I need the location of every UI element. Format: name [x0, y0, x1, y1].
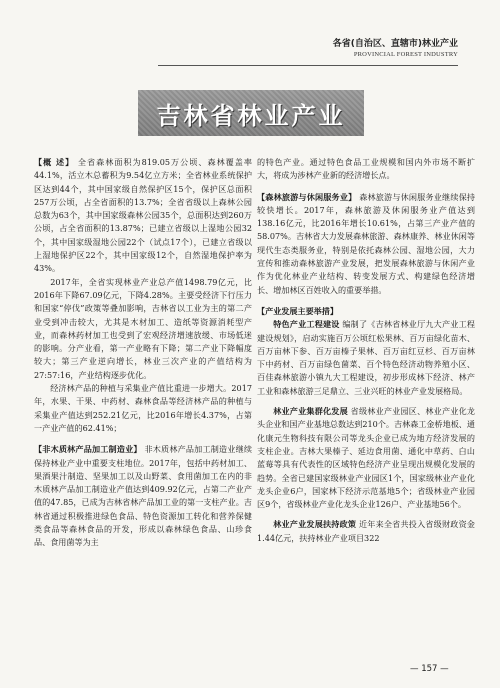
overview-label: 【概 述】	[34, 157, 75, 167]
article-title: 吉林省林业产业	[156, 101, 346, 130]
nonwood-paragraph	[34, 443, 252, 549]
poverty-text: 近年来全省共投入省级财政资金1.44亿元，扶持林业产业项目322	[257, 519, 475, 543]
cluster-subheading: 林业产业集群化发展	[273, 406, 348, 417]
project-text: 编制了《吉林省林业厅九大产业工程建设规划》，启动实施百万公顷红松果林、百万亩绿化苗木、百万亩林下参、百万亩榛子果林、百万亩红豆杉、百万亩林下中药材、百万亩绿色菌菜、百个特色经济动物养殖小区、百佳森林旅游小镇九大工程建设，初步形成林下经济、林产工业和森林旅游三足鼎立、三业兴旺的林业产业发展格局。	[257, 319, 475, 396]
measures-heading	[257, 305, 475, 318]
left-column	[34, 156, 252, 550]
project-subheading: 特色产业工程建设	[273, 319, 340, 330]
nonwood-label: 【非木质林产品加工制造业】	[34, 444, 142, 455]
economic-forest-paragraph: 经济林产品的种植与采集业产值比重进一步增大。2017年，水果、干果、中药材、森林食品等经济林产品的种植与采集业产值达到252.21亿元，比2016年增长4.37%，占第一产业产值的62.41%；	[34, 383, 252, 433]
header-section-subtitle: PROVINCIAL FOREST INDUSTRY	[353, 51, 458, 58]
page-number: — 157 —	[410, 664, 449, 674]
poverty-subheading: 林业产业发展扶持政策	[273, 519, 357, 530]
tourism-text: 森林旅游与休闲服务业继续保持较快增长。2017年，森林旅游及休闲服务业产值达到138.16亿元，比2016年增长10.61%，占第三产业产值的58.07%。吉林省大力发展森林旅游、森林康养、林业休闲等现代生态类服务业，特别是依托森林公园、湿地公园，大力宣传和推动森林旅游产业发展，把发展森林旅游与休闲产业作为优化林业产业结构、转变发展方式、构建绿色经济增长、增加林区百姓收入的重要举措。	[257, 191, 475, 295]
measures-label: 【产业发展主要举措】	[257, 305, 338, 316]
carry-over-paragraph: 的特色产业。通过特色食品工业规模和国内外市场不断扩大，将成为涉林产业新的经济增长点。	[257, 157, 475, 181]
cluster-text: 省级林业产业园区、林业产业化龙头企业和国产业基地总数达到210个。吉林森工金桥地板、通化康元生物科技有限公司等龙头企业已成为地方经济发展的支柱企业。吉林大果榛子、延边食用菌、通化中草药、白山蓝莓等具有代表性的区域特色经济产业呈现出规模化发展的趋势。全省已建国家级林业产业园区1个，国家级林业产业化龙头企业6户，国家林下经济示范基地5个；省级林业产业园区9个，省级林业产业化龙头企业126户、产业基地56个。	[257, 406, 475, 510]
header-rule	[158, 65, 458, 66]
article-title-banner	[138, 90, 364, 136]
tourism-label: 【森林旅游与休闲服务业】	[257, 191, 357, 202]
poverty-paragraph	[257, 518, 475, 545]
overview-text: 全省森林面积为819.05万公顷、森林覆盖率44.1%，活立木总蓄积为9.54亿立方米；全省林业系统保护区达到44个，其中国家级自然保护区15个，保护区总面积257万公顷，占全省面积的13.7%；全省省级以上森林公园总数为63个，其中国家级森林公园35个，总面积达到260万公顷，占全省面积的13.87%；已建立省级以上湿地公园32个，其中国家级湿地公园22个（试点17个），已建立省级以上湿地保护区22个，其中国家级12个，自然湿地保护率为43%。	[34, 157, 252, 274]
right-column	[257, 156, 475, 545]
overview-paragraph	[34, 156, 252, 276]
cluster-paragraph	[257, 405, 475, 511]
tourism-paragraph	[257, 191, 475, 297]
header-section-title: 各省(自治区、直辖市)林业产业	[332, 39, 458, 49]
production-paragraph: 2017年，全省实现林业产业总产值1498.79亿元，比2016年下降67.09亿元，下降4.28%。主要受经济下行压力和国家“停伐”政策等叠加影响，吉林省以工业为主的第二产业受到冲击较大，尤其是木材加工、造纸等资源消耗型产业，而森林药材加工也受到了宏观经济增速放缓、市场低迷的影响。分产业看，第一产业略有下降；第二产业下降幅度较大；第三产业逆向增长，林业三次产业的产值结构为27:57:16，产业结构逐步优化。	[34, 276, 252, 380]
project-paragraph	[257, 318, 475, 398]
nonwood-text: 非木质林产品加工制造业继续保持林业产业中重要支柱地位。2017年，包括中药材加工、果酒果汁制造、坚果加工以及山野菜、食用菌加工在内的非木质林产品加工制造业产值达到409.92亿元，占第二产业产值的47.85，已成为吉林省林产品加工业的第一支柱产业。吉林省通过积极推进绿色食品、特色资源加工转化和营养保健类食品等森林食品的开发，形成以森林绿色食品、山珍食品、食用菌等为主	[34, 444, 252, 548]
running-header	[158, 36, 458, 58]
